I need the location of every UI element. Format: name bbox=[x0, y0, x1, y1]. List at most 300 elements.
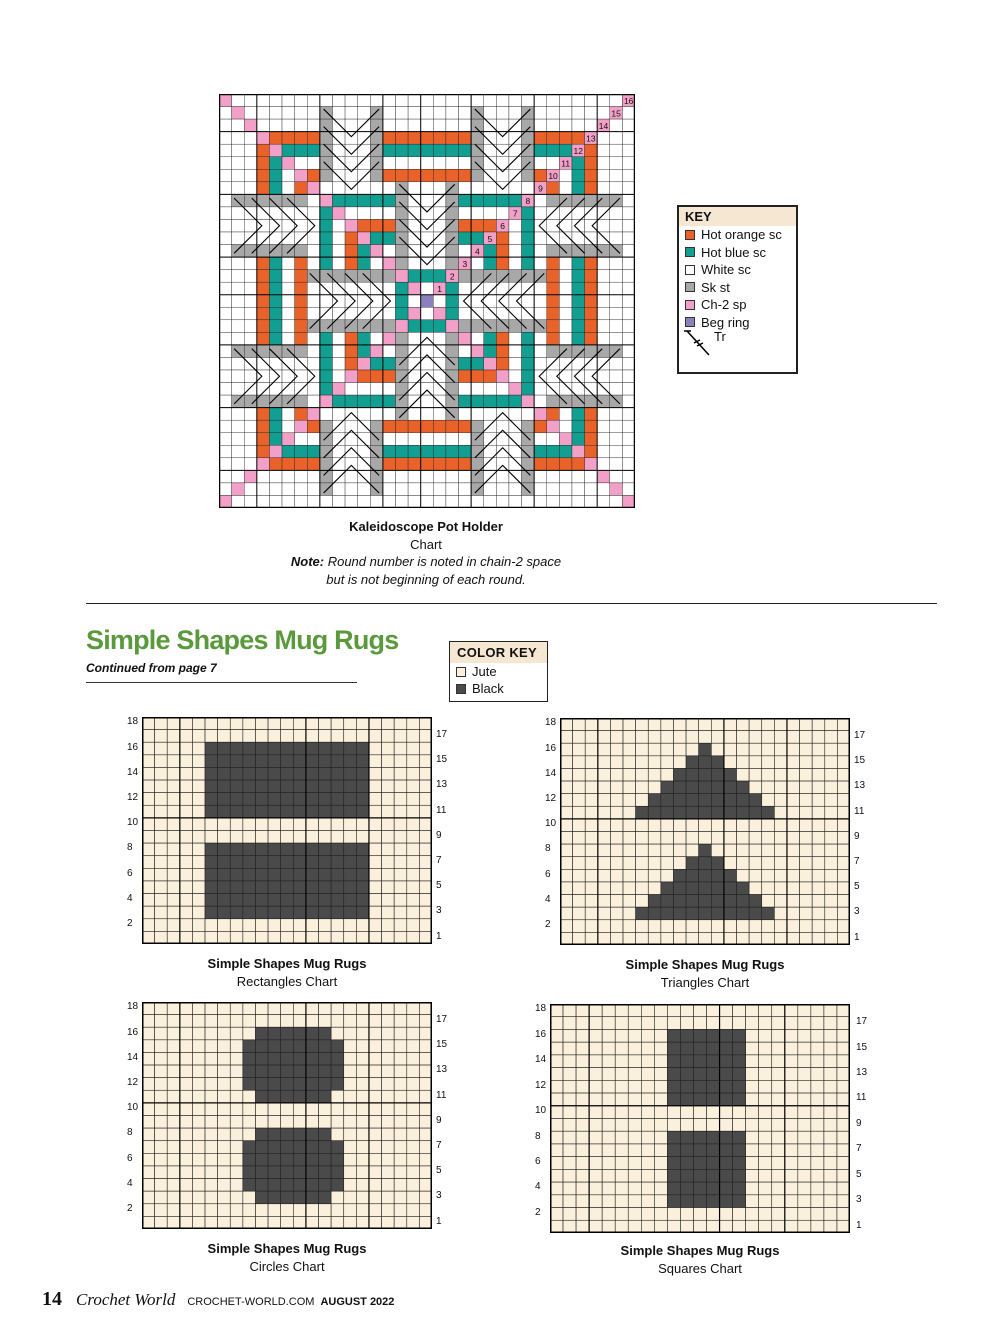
mug-cell bbox=[205, 1040, 218, 1053]
chart-cell bbox=[585, 257, 598, 270]
chart-cell bbox=[295, 433, 308, 446]
circles-caption-sub: Circles Chart bbox=[249, 1258, 325, 1274]
mug-cell bbox=[800, 756, 813, 769]
mug-cell bbox=[268, 1153, 281, 1166]
chart-cell bbox=[484, 119, 497, 132]
chart-cell bbox=[572, 307, 585, 320]
chart-cell bbox=[547, 194, 560, 207]
row-number-right: 11 bbox=[854, 805, 865, 817]
mug-cell bbox=[563, 1042, 576, 1055]
chart-cell bbox=[219, 94, 232, 107]
mug-cell bbox=[167, 843, 180, 856]
chart-cell bbox=[320, 257, 333, 270]
row-number-right: 13 bbox=[436, 779, 448, 791]
chart-cell bbox=[496, 257, 509, 270]
row-number-right: 11 bbox=[436, 1089, 447, 1101]
mug-cell bbox=[615, 1055, 628, 1068]
chart-cell bbox=[585, 307, 598, 320]
chart-cell bbox=[383, 132, 396, 145]
chart-cell bbox=[459, 345, 472, 358]
chart-cell bbox=[446, 132, 459, 145]
chart-cell bbox=[232, 157, 245, 170]
mug-cell bbox=[142, 843, 155, 856]
mug-cell bbox=[798, 1080, 811, 1093]
chart-cell bbox=[433, 307, 446, 320]
mug-cell bbox=[218, 856, 231, 869]
mug-cell bbox=[407, 1141, 420, 1154]
mug-cell bbox=[573, 718, 586, 731]
chart-cell bbox=[622, 357, 635, 370]
chart-cell bbox=[320, 157, 333, 170]
chart-cell bbox=[383, 433, 396, 446]
mug-cell bbox=[281, 1027, 294, 1040]
mug-cell bbox=[667, 1144, 680, 1157]
mug-cell bbox=[306, 931, 319, 944]
row-number-right: 13 bbox=[856, 1066, 868, 1078]
mug-cell bbox=[155, 1040, 168, 1053]
mug-cell bbox=[573, 768, 586, 781]
mug-cell bbox=[550, 1055, 563, 1068]
mug-cell bbox=[636, 718, 649, 731]
mug-cell bbox=[825, 819, 838, 832]
mug-cell bbox=[824, 1068, 837, 1081]
color-key-item bbox=[450, 663, 547, 680]
mug-cell bbox=[824, 1119, 837, 1132]
mug-cell bbox=[205, 780, 218, 793]
mug-cell bbox=[407, 1216, 420, 1229]
mug-cell bbox=[648, 819, 661, 832]
mug-cell bbox=[811, 1080, 824, 1093]
chart-cell bbox=[433, 470, 446, 483]
chart-cell bbox=[232, 357, 245, 370]
mug-cell bbox=[230, 1191, 243, 1204]
mug-cell bbox=[142, 1141, 155, 1154]
mug-cell bbox=[560, 895, 573, 908]
mug-cell bbox=[218, 1002, 231, 1015]
chart-cell bbox=[522, 219, 535, 232]
chart-cell bbox=[610, 270, 623, 283]
chart-cell bbox=[295, 157, 308, 170]
chart-cell bbox=[484, 470, 497, 483]
mug-cell bbox=[192, 831, 205, 844]
mug-cell bbox=[356, 919, 369, 932]
mug-cell bbox=[661, 718, 674, 731]
chart-cell bbox=[534, 169, 547, 182]
mug-cell bbox=[281, 742, 294, 755]
mug-cell bbox=[281, 1153, 294, 1166]
mug-cell bbox=[268, 780, 281, 793]
mug-cell bbox=[589, 1042, 602, 1055]
mug-cell bbox=[673, 869, 686, 882]
chart-cell bbox=[433, 132, 446, 145]
mug-cell bbox=[693, 1157, 706, 1170]
mug-cell bbox=[589, 1169, 602, 1182]
chart-cell bbox=[597, 219, 610, 232]
mug-cell bbox=[205, 831, 218, 844]
chart-cell bbox=[433, 257, 446, 270]
mug-cell bbox=[356, 906, 369, 919]
row-number-left: 14 bbox=[127, 766, 139, 778]
mug-cell bbox=[407, 793, 420, 806]
mug-cell bbox=[243, 767, 256, 780]
chart-cell bbox=[534, 483, 547, 496]
mug-cell bbox=[293, 1090, 306, 1103]
mug-cell bbox=[331, 818, 344, 831]
mug-cell bbox=[394, 755, 407, 768]
mug-cell bbox=[812, 832, 825, 845]
mug-cell bbox=[641, 1017, 654, 1030]
mug-cell bbox=[230, 1040, 243, 1053]
chart-cell bbox=[320, 420, 333, 433]
mug-cell bbox=[369, 780, 382, 793]
chart-cell bbox=[509, 332, 522, 345]
mug-cell bbox=[636, 794, 649, 807]
mug-cell bbox=[711, 819, 724, 832]
mug-cell bbox=[623, 819, 636, 832]
mug-cell bbox=[331, 1153, 344, 1166]
mug-cell bbox=[382, 793, 395, 806]
chart-cell bbox=[295, 282, 308, 295]
chart-cell bbox=[522, 295, 535, 308]
chart-cell bbox=[547, 157, 560, 170]
mug-cell bbox=[155, 755, 168, 768]
chart-cell bbox=[484, 383, 497, 396]
mug-cell bbox=[711, 844, 724, 857]
mug-cell bbox=[344, 805, 357, 818]
chart-cell bbox=[509, 194, 522, 207]
mug-cell bbox=[306, 1027, 319, 1040]
mug-cell bbox=[319, 906, 332, 919]
chart-cell bbox=[320, 370, 333, 383]
chart-cell bbox=[383, 383, 396, 396]
mug-cell bbox=[268, 881, 281, 894]
chart-cell bbox=[572, 107, 585, 120]
chart-cell bbox=[446, 144, 459, 157]
chart-cell bbox=[534, 433, 547, 446]
mug-cell bbox=[369, 931, 382, 944]
mug-cell bbox=[319, 1078, 332, 1091]
mug-cell bbox=[585, 920, 598, 933]
mug-cell bbox=[230, 767, 243, 780]
mug-cell bbox=[623, 756, 636, 769]
mug-cell bbox=[798, 1068, 811, 1081]
mug-cell bbox=[268, 1204, 281, 1217]
mug-cell bbox=[648, 768, 661, 781]
mug-cell bbox=[344, 1191, 357, 1204]
mug-cell bbox=[382, 831, 395, 844]
mug-cell bbox=[654, 1055, 667, 1068]
chart-cell bbox=[257, 107, 270, 120]
mug-cell bbox=[268, 1103, 281, 1116]
mug-cell bbox=[306, 1116, 319, 1129]
chart-cell bbox=[610, 445, 623, 458]
chart-cell bbox=[332, 395, 345, 408]
chart-cell bbox=[496, 470, 509, 483]
mug-cell bbox=[167, 1204, 180, 1217]
mug-cell bbox=[800, 932, 813, 945]
chart-cell bbox=[358, 245, 371, 258]
chart-cell bbox=[610, 433, 623, 446]
mug-cell bbox=[331, 931, 344, 944]
chart-cell bbox=[282, 433, 295, 446]
mug-cell bbox=[268, 1065, 281, 1078]
mug-cell bbox=[306, 1179, 319, 1192]
mug-cell bbox=[641, 1068, 654, 1081]
mug-cell bbox=[331, 793, 344, 806]
chart-cell bbox=[320, 94, 333, 107]
mug-cell bbox=[167, 868, 180, 881]
mug-cell bbox=[155, 1216, 168, 1229]
chart-cell bbox=[559, 94, 572, 107]
chart-cell bbox=[622, 132, 635, 145]
mug-cell bbox=[394, 1141, 407, 1154]
mug-cell bbox=[306, 1103, 319, 1116]
mug-cell bbox=[306, 1204, 319, 1217]
mug-cell bbox=[281, 1166, 294, 1179]
mug-cell bbox=[837, 1093, 850, 1106]
chart-cell bbox=[232, 445, 245, 458]
chart-cell bbox=[232, 345, 245, 358]
mug-cell bbox=[369, 1052, 382, 1065]
mug-cell bbox=[243, 1141, 256, 1154]
mug-cell bbox=[787, 907, 800, 920]
mug-cell bbox=[720, 1220, 733, 1233]
mug-cell bbox=[230, 818, 243, 831]
mug-cell bbox=[394, 1191, 407, 1204]
mug-cell bbox=[641, 1208, 654, 1221]
color-swatch bbox=[456, 684, 466, 694]
chart-cell bbox=[282, 320, 295, 333]
chart-cell bbox=[622, 219, 635, 232]
mug-cell bbox=[749, 844, 762, 857]
chart-cell bbox=[471, 232, 484, 245]
mug-cell bbox=[306, 767, 319, 780]
mug-cell bbox=[192, 1040, 205, 1053]
mug-cell bbox=[749, 743, 762, 756]
mug-cell bbox=[407, 1191, 420, 1204]
mug-cell bbox=[811, 1055, 824, 1068]
title-rule bbox=[86, 682, 357, 683]
chart-cell bbox=[421, 107, 434, 120]
mug-cell bbox=[344, 1141, 357, 1154]
key-label: Ch-2 sp bbox=[701, 297, 747, 313]
mug-cell bbox=[576, 1195, 589, 1208]
mug-cell bbox=[293, 881, 306, 894]
mug-cell bbox=[724, 806, 737, 819]
mug-cell bbox=[306, 805, 319, 818]
chart-cell bbox=[395, 357, 408, 370]
page-footer bbox=[42, 1288, 394, 1311]
mug-cell bbox=[824, 1169, 837, 1182]
mug-cell bbox=[837, 1106, 850, 1119]
chart-cell bbox=[257, 408, 270, 421]
chart-cell bbox=[345, 408, 358, 421]
chart-cell bbox=[282, 119, 295, 132]
chart-cell bbox=[421, 307, 434, 320]
mug-cell bbox=[319, 1191, 332, 1204]
mug-cell bbox=[811, 1131, 824, 1144]
mug-cell bbox=[407, 868, 420, 881]
mug-cell bbox=[693, 1169, 706, 1182]
chart-cell bbox=[534, 144, 547, 157]
row-number-right: 9 bbox=[854, 830, 860, 842]
mug-cell bbox=[407, 906, 420, 919]
mug-cell bbox=[306, 818, 319, 831]
mug-cell bbox=[319, 1103, 332, 1116]
chart-cell bbox=[471, 169, 484, 182]
mug-cell bbox=[762, 907, 775, 920]
row-number-left: 18 bbox=[545, 717, 557, 729]
mug-cell bbox=[774, 756, 787, 769]
mug-cell bbox=[306, 742, 319, 755]
mug-cell bbox=[167, 1179, 180, 1192]
chart-cell bbox=[509, 107, 522, 120]
mug-cell bbox=[636, 844, 649, 857]
chart-cell bbox=[244, 383, 257, 396]
mug-cell bbox=[720, 1068, 733, 1081]
mug-cell bbox=[281, 868, 294, 881]
chart-cell bbox=[269, 282, 282, 295]
mug-cell bbox=[319, 1015, 332, 1028]
mug-cell bbox=[667, 1068, 680, 1081]
mug-cell bbox=[785, 1182, 798, 1195]
mug-cell bbox=[573, 895, 586, 908]
mug-cell bbox=[648, 920, 661, 933]
mug-cell bbox=[344, 780, 357, 793]
row-number-left: 12 bbox=[545, 792, 557, 804]
chart-cell bbox=[459, 420, 472, 433]
chart-cell bbox=[585, 144, 598, 157]
mug-cell bbox=[243, 1027, 256, 1040]
mug-cell bbox=[281, 1103, 294, 1116]
mug-cell bbox=[142, 831, 155, 844]
mug-cell bbox=[306, 843, 319, 856]
mug-cell bbox=[180, 793, 193, 806]
round-label: 6 bbox=[500, 221, 506, 232]
mug-cell bbox=[281, 1216, 294, 1229]
mug-cell bbox=[654, 1169, 667, 1182]
mug-cell bbox=[192, 742, 205, 755]
chart-cell bbox=[345, 332, 358, 345]
mug-cell bbox=[785, 1119, 798, 1132]
mug-cell bbox=[762, 756, 775, 769]
chart-cell bbox=[522, 433, 535, 446]
chart-cell bbox=[320, 307, 333, 320]
chart-cell bbox=[358, 270, 371, 283]
mug-cell bbox=[369, 1204, 382, 1217]
mug-cell bbox=[192, 906, 205, 919]
mug-cell bbox=[394, 1065, 407, 1078]
mug-cell bbox=[636, 819, 649, 832]
chart-cell bbox=[269, 458, 282, 471]
mug-cell bbox=[180, 717, 193, 730]
mug-cell bbox=[673, 932, 686, 945]
row-number-left: 4 bbox=[535, 1181, 541, 1193]
mug-cell bbox=[255, 1040, 268, 1053]
mug-cell bbox=[787, 768, 800, 781]
mug-cell bbox=[230, 1103, 243, 1116]
mug-cell bbox=[585, 932, 598, 945]
mug-cell bbox=[602, 1208, 615, 1221]
chart-cell bbox=[597, 282, 610, 295]
mug-cell bbox=[192, 1141, 205, 1154]
chart-cell bbox=[219, 182, 232, 195]
mug-cell bbox=[610, 932, 623, 945]
mug-cell bbox=[344, 919, 357, 932]
chart-cell bbox=[345, 495, 358, 508]
mug-cell bbox=[331, 805, 344, 818]
mug-cell bbox=[563, 1004, 576, 1017]
mug-cell bbox=[680, 1157, 693, 1170]
mug-cell bbox=[680, 1017, 693, 1030]
mug-cell bbox=[610, 731, 623, 744]
mug-cell bbox=[230, 1002, 243, 1015]
mug-cell bbox=[749, 932, 762, 945]
chart-cell bbox=[408, 257, 421, 270]
chart-cell bbox=[585, 169, 598, 182]
chart-cell bbox=[572, 433, 585, 446]
chart-cell bbox=[257, 445, 270, 458]
mug-cell bbox=[281, 831, 294, 844]
mug-cell bbox=[319, 1179, 332, 1192]
mug-cell bbox=[798, 1029, 811, 1042]
chart-cell bbox=[597, 270, 610, 283]
mug-cell bbox=[774, 932, 787, 945]
mug-cell bbox=[550, 1106, 563, 1119]
mug-cell bbox=[331, 1204, 344, 1217]
mug-cell bbox=[812, 844, 825, 857]
mug-cell bbox=[281, 1052, 294, 1065]
mug-cell bbox=[344, 831, 357, 844]
chart-cell bbox=[622, 245, 635, 258]
chart-cell bbox=[307, 245, 320, 258]
treble-crochet-label: Tr bbox=[714, 329, 726, 344]
mug-cell bbox=[306, 717, 319, 730]
mug-cell bbox=[407, 717, 420, 730]
chart-cell bbox=[269, 157, 282, 170]
chart-cell bbox=[446, 245, 459, 258]
mug-cell bbox=[419, 931, 432, 944]
mug-cell bbox=[180, 1027, 193, 1040]
mug-cell bbox=[192, 931, 205, 944]
mug-cell bbox=[800, 844, 813, 857]
chart-cell bbox=[219, 433, 232, 446]
chart-cell bbox=[446, 94, 459, 107]
chart-cell bbox=[232, 194, 245, 207]
mug-cell bbox=[749, 832, 762, 845]
mug-cell bbox=[142, 931, 155, 944]
chart-cell bbox=[244, 270, 257, 283]
mug-cell bbox=[407, 881, 420, 894]
mug-cell bbox=[648, 743, 661, 756]
chart-cell bbox=[446, 257, 459, 270]
mug-cell bbox=[733, 1131, 746, 1144]
chart-cell bbox=[522, 307, 535, 320]
mug-cell bbox=[749, 895, 762, 908]
mug-cell bbox=[205, 906, 218, 919]
mug-cell bbox=[142, 1015, 155, 1028]
mug-cell bbox=[319, 1128, 332, 1141]
mug-cell bbox=[772, 1106, 785, 1119]
mug-cell bbox=[419, 1204, 432, 1217]
mug-cell bbox=[623, 731, 636, 744]
chart-cell bbox=[446, 295, 459, 308]
chart-cell bbox=[622, 320, 635, 333]
chart-cell bbox=[307, 495, 320, 508]
mug-cell bbox=[699, 857, 712, 870]
mug-cell bbox=[356, 856, 369, 869]
chart-cell bbox=[559, 245, 572, 258]
